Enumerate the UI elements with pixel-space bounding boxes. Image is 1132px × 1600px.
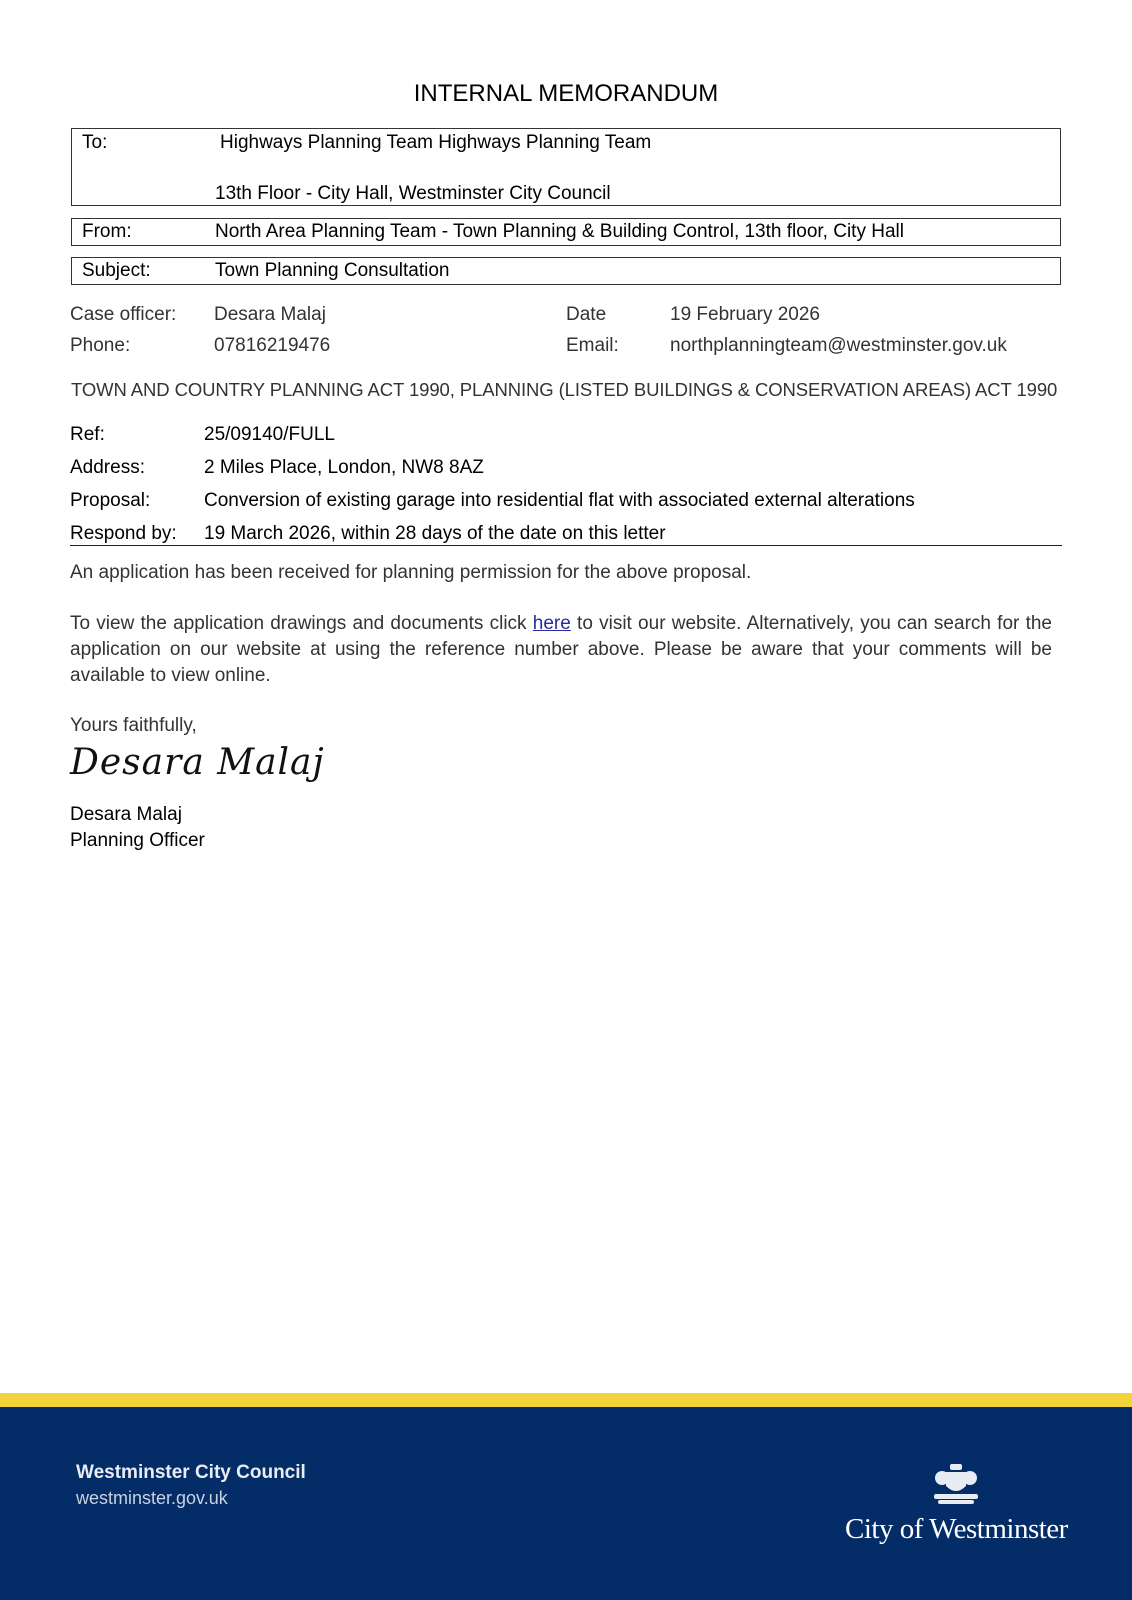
- address-value: 2 Miles Place, London, NW8 8AZ: [204, 457, 484, 478]
- intro-paragraph: An application has been received for planning permission for the above proposal.: [70, 562, 752, 583]
- respond-by-value: 19 March 2026, within 28 days of the date on this letter: [204, 523, 666, 544]
- email-label: Email:: [566, 335, 619, 356]
- crest-icon: [928, 1462, 984, 1506]
- paragraph-text-start: To view the application drawings and documents click: [70, 613, 533, 634]
- phone-value: 07816219476: [214, 335, 331, 356]
- ref-label: Ref:: [70, 424, 105, 445]
- to-label: To:: [82, 132, 108, 153]
- address-label: Address:: [70, 457, 145, 478]
- planning-act-line: TOWN AND COUNTRY PLANNING ACT 1990, PLANNING (LISTED BUILDINGS & CONSERVATION AREAS) ACT 1990: [71, 379, 1058, 400]
- date-label: Date: [566, 304, 607, 325]
- subject-box: [71, 257, 1061, 285]
- email-value: northplanningteam@westminster.gov.uk: [670, 335, 1007, 356]
- signer-title: Planning Officer: [70, 830, 205, 851]
- closing-line: Yours faithfully,: [70, 715, 197, 736]
- subject-value: Town Planning Consultation: [215, 260, 450, 281]
- case-officer-value: Desara Malaj: [214, 304, 326, 325]
- respond-by-label: Respond by:: [70, 523, 177, 544]
- footer-council-url: westminster.gov.uk: [76, 1488, 228, 1508]
- signature: Desara Malaj: [70, 742, 325, 783]
- to-address: 13th Floor - City Hall, Westminster City Council: [215, 183, 611, 204]
- from-value: North Area Planning Team - Town Planning & Building Control, 13th floor, City Hall: [215, 221, 904, 242]
- divider: [70, 545, 1062, 546]
- proposal-value: Conversion of existing garage into residential flat with associated external alterations: [204, 490, 915, 511]
- proposal-label: Proposal:: [70, 490, 151, 511]
- to-value: Highways Planning Team Highways Planning Team: [220, 132, 652, 153]
- website-link[interactable]: here: [532, 613, 571, 634]
- from-label: From:: [82, 221, 132, 242]
- phone-label: Phone:: [70, 335, 131, 356]
- to-box: [71, 128, 1061, 206]
- view-application-paragraph: [70, 611, 1052, 689]
- paragraph-text-end: to visit our website. Alternatively, you can search for the application on our website at using the reference number above. Please be aware that your comments will be available to view online.: [70, 613, 1052, 686]
- date-value: 19 February 2026: [670, 304, 820, 325]
- city-of-westminster-logo: City of Westminster: [845, 1513, 1068, 1545]
- signer-name: Desara Malaj: [70, 804, 182, 825]
- ref-value: 25/09140/FULL: [204, 424, 335, 445]
- footer-yellow-stripe: [0, 1393, 1132, 1407]
- case-officer-label: Case officer:: [70, 304, 177, 325]
- subject-label: Subject:: [82, 260, 151, 281]
- footer-council-name: Westminster City Council: [76, 1462, 306, 1483]
- memo-title: INTERNAL MEMORANDUM: [413, 80, 719, 107]
- from-box: [71, 218, 1061, 246]
